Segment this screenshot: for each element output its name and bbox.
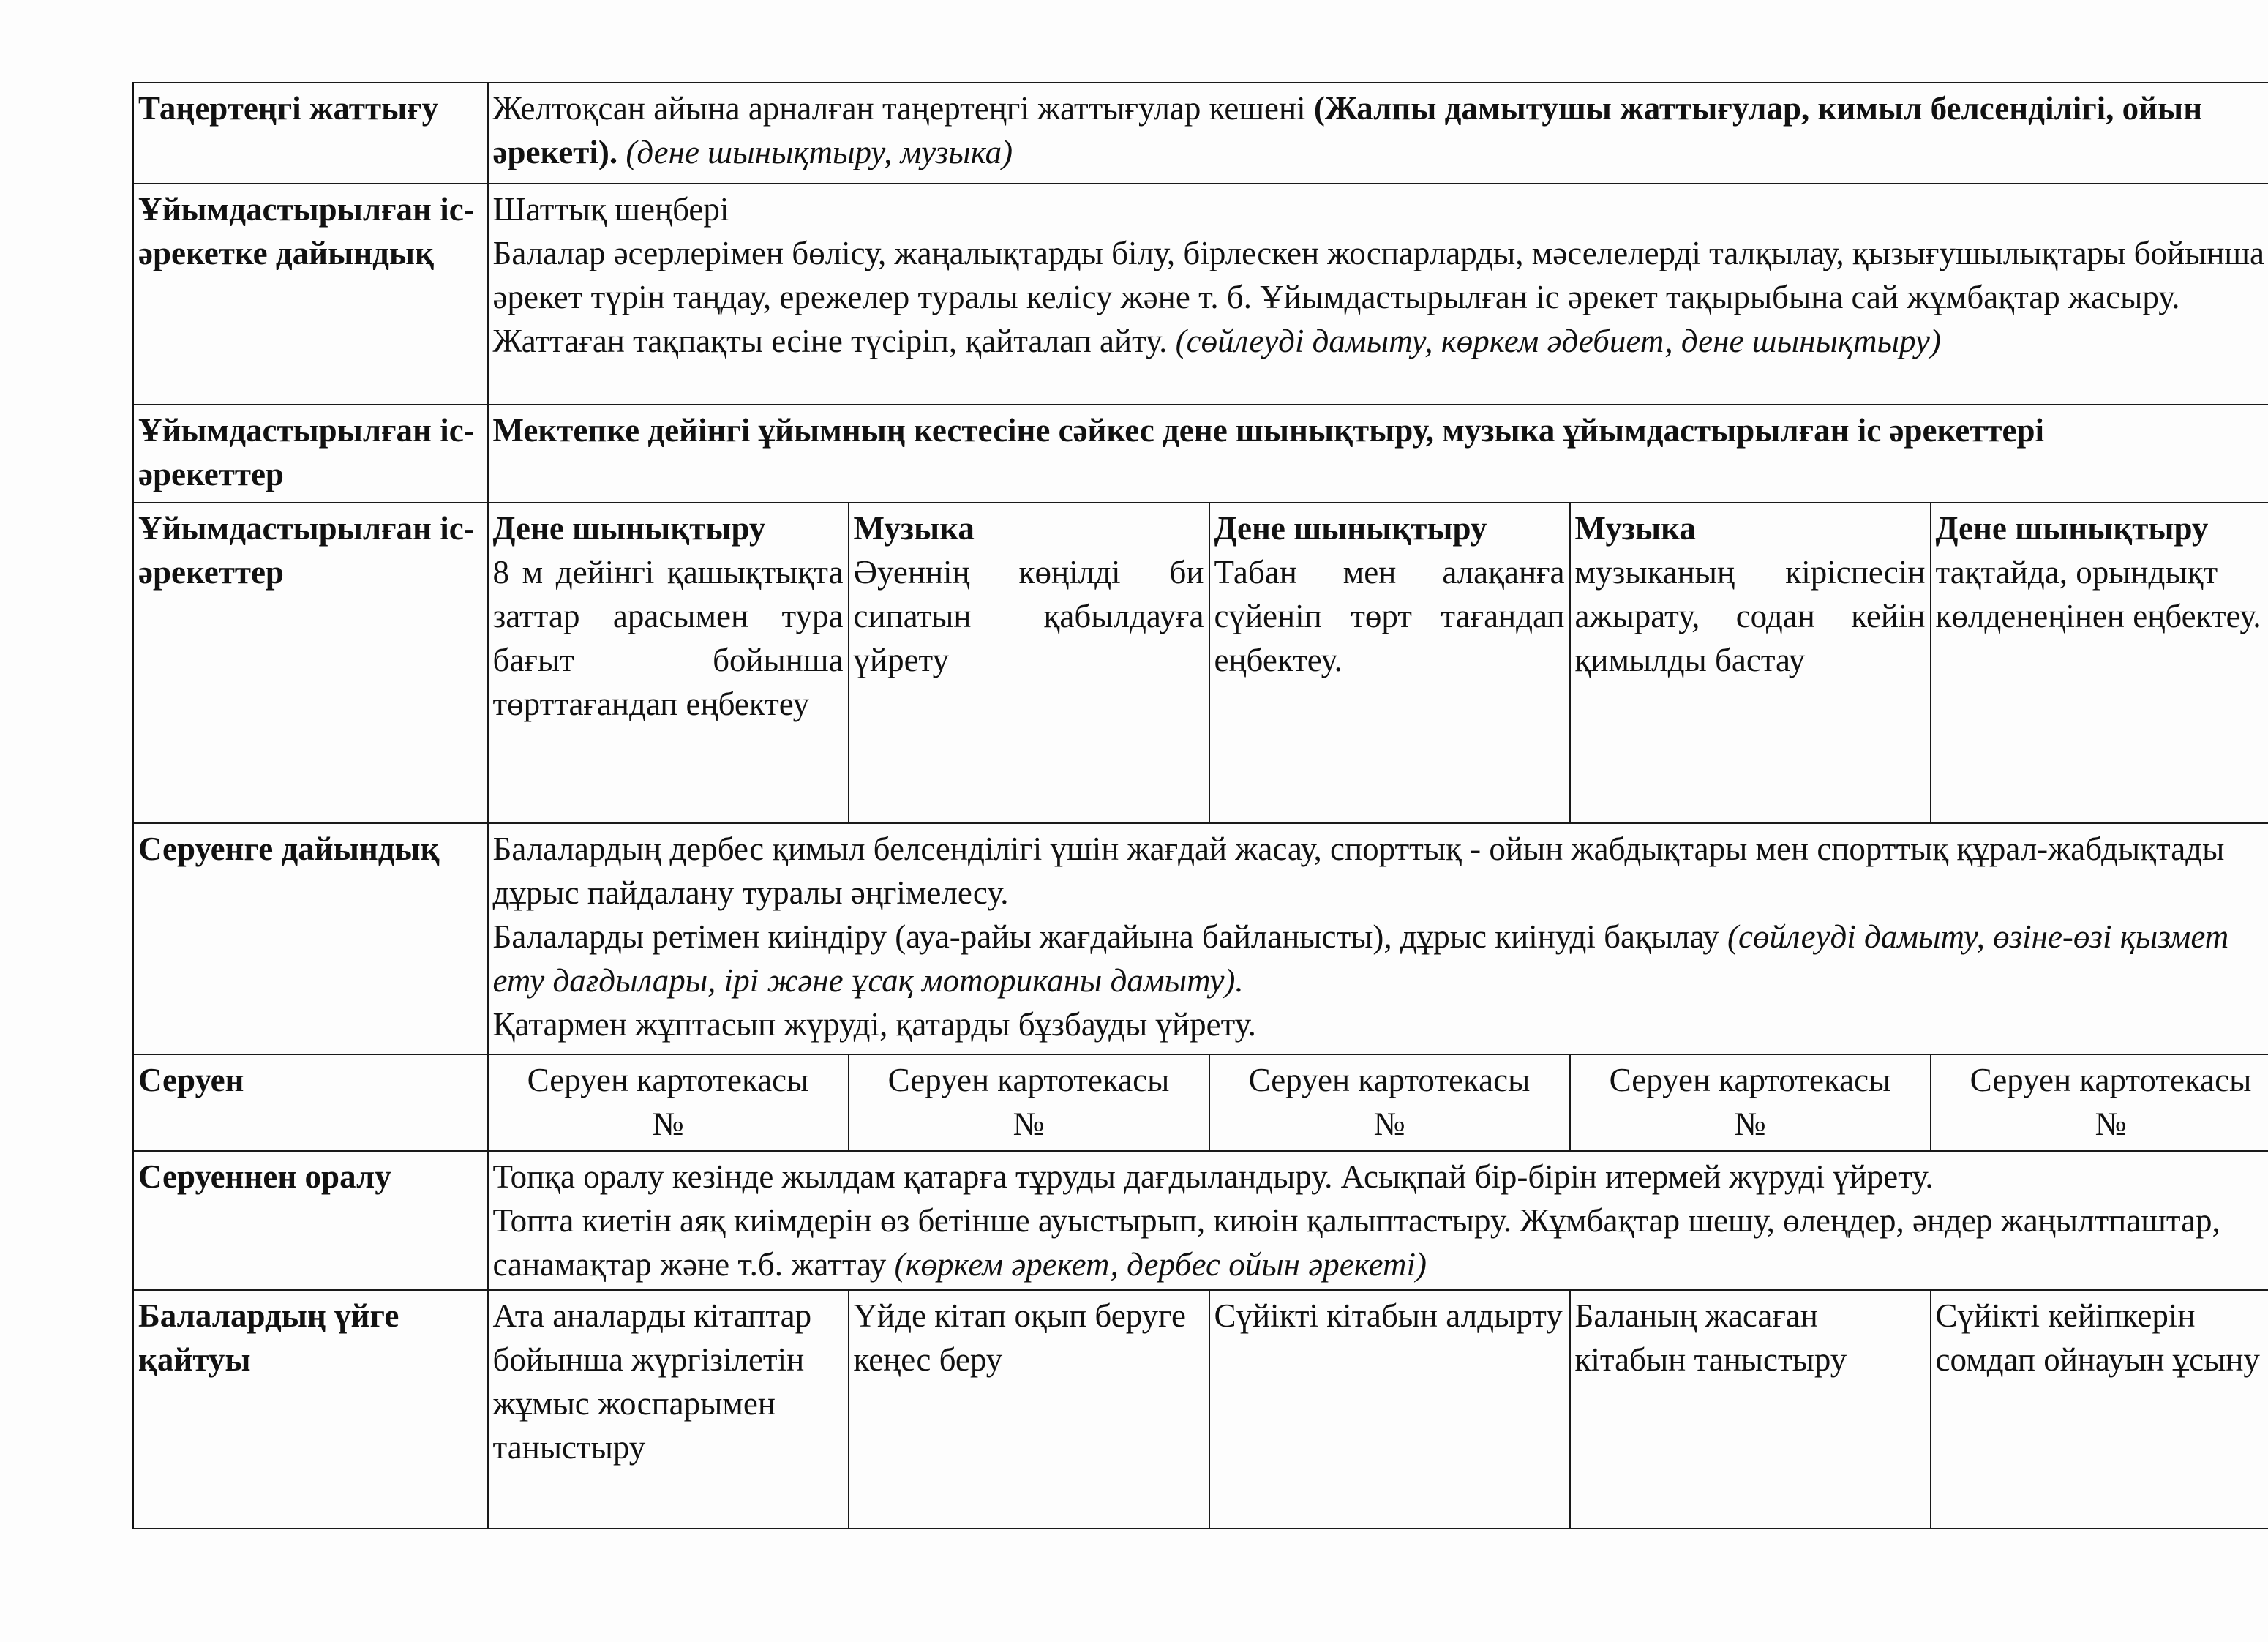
daily-plan-table (132, 82, 2268, 1529)
going-home-cell-4: Баланың жасаған кітабын таныстыру (1570, 1290, 1931, 1529)
day-text: Табан мен алақанға сүйеніп төрт тағандап еңбектеу. (1214, 554, 1565, 678)
row-org-activities-days (133, 503, 2268, 823)
row-label-going-home: Балалардың үйге қайтуы (133, 1290, 488, 1529)
walk-prep-content (488, 823, 2268, 1054)
walk-card-cell-2 (849, 1054, 1209, 1151)
walk-prep-line-1: Балалардың дербес қимыл белсенділігі үшін жағдай жасау, спорттық - ойын жабдықтары мен спорттық құрал-жабдықтады дұрыс пайдалану туралы әңгімелесу. (492, 831, 2225, 911)
walk-card-number: № (1013, 1106, 1045, 1142)
row-walk-prep (133, 823, 2268, 1054)
row-label-morning-exercise: Таңертеңгі жаттығу (133, 83, 488, 184)
going-home-cell-1: Ата аналарды кітаптар бойынша жүргізілетін жұмыс жоспарымен таныстыру (488, 1290, 849, 1529)
day-cell-3 (1209, 503, 1570, 823)
walk-return-line-2: Топта киетін аяқ киімдерін өз бетінше ауыстырып, киюін қалыптастыру. Жұмбақтар шешу, өлеңдер, әндер жаңылтпаштар, санамақтар және т.б. жаттау (492, 1202, 2220, 1283)
document-page (132, 82, 2268, 1529)
walk-prep-line-2-subjects: (сөйлеуді дамыту, өзіне-өзі қызмет ету дағдылары, ірі және ұсақ моториканы дамыту). (492, 918, 2229, 999)
row-org-activities-schedule (133, 405, 2268, 503)
walk-card-cell-3 (1209, 1054, 1570, 1151)
morning-exercise-bold-text: (Жалпы дамытушы жаттығулар, кимыл белсенділігі, ойын әрекеті). (492, 90, 2203, 170)
going-home-cell-5: Сүйікті кейіпкерін сомдап ойнауын ұсыну (1931, 1290, 2268, 1529)
walk-card-title: Серуен картотекасы (887, 1062, 1170, 1098)
morning-exercise-content (488, 83, 2268, 184)
org-activity-prep-text: Балалар әсерлерімен бөлісу, жаңалықтарды білу, бірлескен жоспарларды, мәселелерді талқылау, қызығушылықтары бойынша әрекет түрін таңдау, ережелер туралы келісу және т. б. Ұйымдастырылған іс әрекет тақырыбына сай жұмбақтар жасыру. Жаттаған тақпақты есіне түсіріп, қайталап айту. (492, 235, 2265, 359)
walk-return-content (488, 1151, 2268, 1290)
walk-card-cell-5 (1931, 1054, 2268, 1151)
going-home-cell-3: Сүйікті кітабын алдырту (1209, 1290, 1570, 1529)
walk-card-title: Серуен картотекасы (1248, 1062, 1531, 1098)
row-walk-return (133, 1151, 2268, 1290)
walk-card-title: Серуен картотекасы (1970, 1062, 2252, 1098)
walk-prep-line-2: Балаларды ретімен киіндіру (ауа-райы жағдайына байланысты), дұрыс киінуді бақылау (492, 918, 1727, 955)
row-label-walk: Серуен (133, 1054, 488, 1151)
org-activity-prep-content (488, 184, 2268, 405)
day-subject: Дене шынықтыру (1935, 510, 2209, 547)
walk-card-number: № (2095, 1106, 2127, 1142)
day-text: Әуеннің көңілді би сипатын қабылдауға үйрету (853, 554, 1204, 678)
walk-card-number: № (652, 1106, 684, 1142)
row-label-walk-return: Серуеннен оралу (133, 1151, 488, 1290)
org-activity-prep-subjects: (сөйлеуді дамыту, көркем әдебиет, дене шынықтыру) (1167, 323, 1941, 359)
walk-card-cell-1 (488, 1054, 849, 1151)
morning-exercise-subjects: (дене шынықтыру, музыка) (617, 134, 1013, 170)
day-cell-1 (488, 503, 849, 823)
day-subject: Музыка (1574, 510, 1696, 547)
row-going-home (133, 1290, 2268, 1529)
day-cell-2 (849, 503, 1209, 823)
walk-card-number: № (1734, 1106, 1766, 1142)
day-subject: Дене шынықтыру (492, 510, 766, 547)
row-label-org-activities-schedule: Ұйымдастырылған іс-әрекеттер (133, 405, 488, 503)
walk-prep-line-3: Қатармен жұптасып жүруді, қатарды бұзбауды үйрету. (492, 1006, 1256, 1043)
day-cell-4 (1570, 503, 1931, 823)
row-label-org-activity-prep: Ұйымдастырылған іс-әрекетке дайындық (133, 184, 488, 405)
walk-return-subjects: (көркем әрекет, дербес ойын әрекеті) (894, 1246, 1427, 1283)
day-cell-5 (1931, 503, 2268, 823)
day-text: 8 м дейінгі қашықтықта заттар арасымен тура бағыт бойынша төрттағандап еңбектеу (492, 554, 844, 722)
day-text: музыканың кіріспесін ажырату, содан кейін қимылды бастау (1574, 554, 1926, 678)
walk-card-cell-4 (1570, 1054, 1931, 1151)
day-subject: Музыка (853, 510, 975, 547)
walk-return-line-1: Топқа оралу кезінде жылдам қатарға тұруды дағдыландыру. Асықпай бір-бірін итермей жүруді үйрету. (492, 1158, 1934, 1195)
row-label-org-activities-days: Ұйымдастырылған іс-әрекеттер (133, 503, 488, 823)
org-activity-prep-title: Шаттық шеңбері (492, 191, 729, 228)
day-subject: Дене шынықтыру (1214, 510, 1487, 547)
row-org-activity-prep (133, 184, 2268, 405)
walk-card-title: Серуен картотекасы (527, 1062, 809, 1098)
walk-card-number: № (1373, 1106, 1405, 1142)
walk-card-title: Серуен картотекасы (1609, 1062, 1891, 1098)
org-activities-schedule-text: Мектепке дейінгі ұйымның кестесіне сәйкес дене шынықтыру, музыка ұйымдастырылған іс әрекеттері (488, 405, 2268, 503)
day-text: тақтайда, орындықт көлденеңінен еңбектеу. (1935, 554, 2261, 634)
row-morning-exercise (133, 83, 2268, 184)
row-label-walk-prep: Серуенге дайындық (133, 823, 488, 1054)
morning-exercise-text: Желтоқсан айына арналған таңертеңгі жаттығулар кешені (492, 90, 1314, 127)
going-home-cell-2: Үйде кітап оқып беруге кеңес беру (849, 1290, 1209, 1529)
row-walk (133, 1054, 2268, 1151)
